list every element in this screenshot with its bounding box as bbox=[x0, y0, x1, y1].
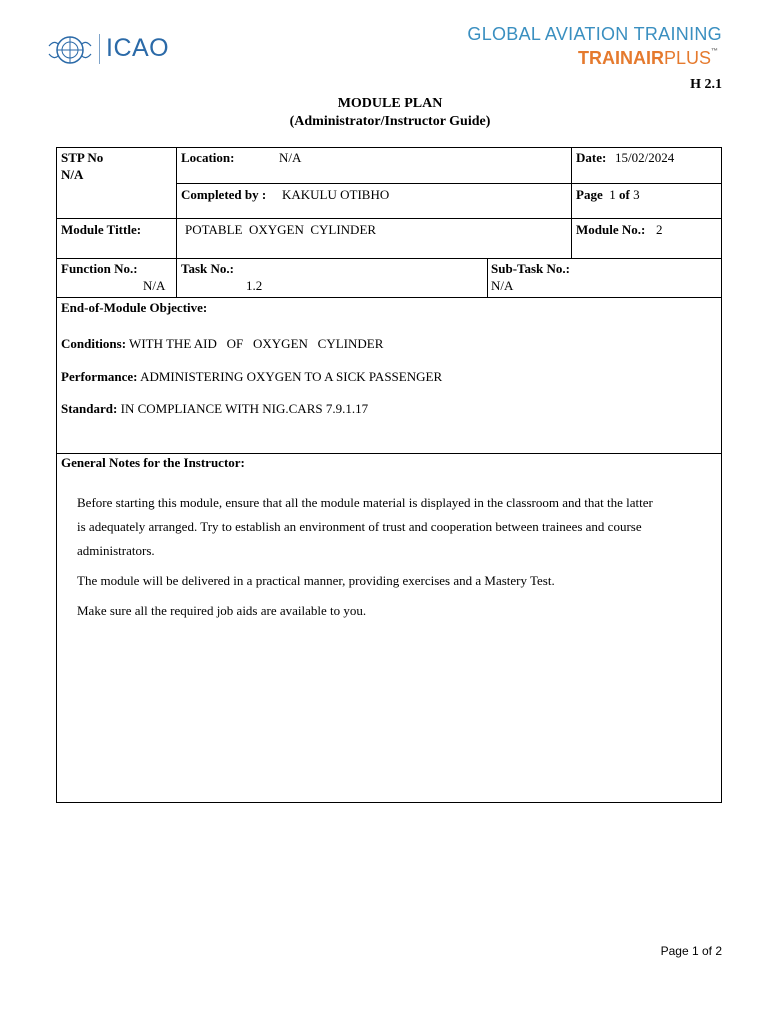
instructor-notes bbox=[77, 491, 717, 623]
row-divider bbox=[57, 258, 721, 259]
page-indicator: Page 1 of 2 bbox=[660, 944, 722, 958]
trainair-plus-logo bbox=[578, 48, 718, 69]
program-title: GLOBAL AVIATION TRAINING bbox=[467, 24, 722, 44]
task-no-label: Task No.: bbox=[181, 261, 234, 276]
conditions-label: Conditions: bbox=[61, 336, 127, 351]
standard-value: IN COMPLIANCE WITH NIG.CARS 7.9.1.17 bbox=[120, 401, 369, 416]
function-no-label: Function No.: bbox=[61, 261, 138, 276]
notes-line: Make sure all the required job aids are available to you. bbox=[77, 603, 367, 618]
page-number: 1 bbox=[609, 187, 616, 202]
page-label: Page bbox=[576, 187, 603, 202]
module-plan-table bbox=[56, 147, 722, 803]
row-divider bbox=[57, 297, 721, 298]
performance-value: ADMINISTERING OXYGEN TO A SICK PASSENGER bbox=[140, 369, 443, 384]
col-divider bbox=[176, 148, 177, 298]
module-title-label: Module Tittle: bbox=[61, 222, 142, 237]
module-no-label: Module No.: bbox=[576, 222, 646, 237]
conditions-value: WITH THE AID OF OXYGEN CYLINDER bbox=[129, 336, 384, 351]
notes-line: administrators. bbox=[77, 543, 155, 558]
module-title-value: POTABLE OXYGEN CYLINDER bbox=[185, 222, 377, 237]
task-no-value: 1.2 bbox=[246, 278, 263, 293]
page-of: of bbox=[618, 187, 630, 202]
page-title: MODULE PLAN bbox=[337, 96, 443, 111]
col-divider bbox=[571, 148, 572, 258]
logo-divider bbox=[99, 34, 100, 64]
stp-label: STP No bbox=[61, 150, 104, 165]
location-value: N/A bbox=[279, 150, 302, 165]
row-divider bbox=[177, 183, 721, 184]
performance-line bbox=[61, 368, 442, 385]
subtask-no-label: Sub-Task No.: bbox=[491, 261, 571, 276]
stp-value: N/A bbox=[61, 167, 84, 182]
completed-by-value: KAKULU OTIBHO bbox=[282, 187, 390, 202]
page-subtitle: (Administrator/Instructor Guide) bbox=[289, 114, 491, 129]
module-no-value: 2 bbox=[656, 222, 663, 237]
standard-label: Standard: bbox=[61, 401, 118, 416]
page-field bbox=[576, 186, 640, 203]
objective-label: End-of-Module Objective: bbox=[61, 300, 208, 315]
completed-by-label: Completed by : bbox=[181, 187, 267, 202]
location-label: Location: bbox=[181, 150, 235, 165]
notes-line: The module will be delivered in a practical manner, providing exercises and a Mastery Test. bbox=[77, 573, 555, 588]
row-divider bbox=[57, 218, 721, 219]
date-value: 15/02/2024 bbox=[615, 150, 675, 165]
conditions-line bbox=[61, 335, 383, 352]
function-no-value: N/A bbox=[143, 278, 166, 293]
trainair-text: TRAINAIR bbox=[577, 48, 664, 68]
date-label: Date: bbox=[576, 150, 607, 165]
subtask-no-value: N/A bbox=[491, 278, 514, 293]
document-code: H 2.1 bbox=[690, 77, 722, 92]
performance-label: Performance: bbox=[61, 369, 138, 384]
notes-line: is adequately arranged. Try to establish an environment of trust and cooperation between trainees and course bbox=[77, 519, 642, 534]
trademark-mark: ™ bbox=[711, 48, 718, 55]
notes-label: General Notes for the Instructor: bbox=[61, 455, 245, 470]
standard-line bbox=[61, 400, 368, 417]
page-total: 3 bbox=[633, 187, 640, 202]
notes-line: Before starting this module, ensure that all the module material is displayed in the classroom and that the latter bbox=[77, 495, 653, 510]
plus-text: PLUS bbox=[663, 48, 711, 68]
col-divider bbox=[487, 258, 488, 298]
icao-logo-text: ICAO bbox=[106, 34, 170, 62]
